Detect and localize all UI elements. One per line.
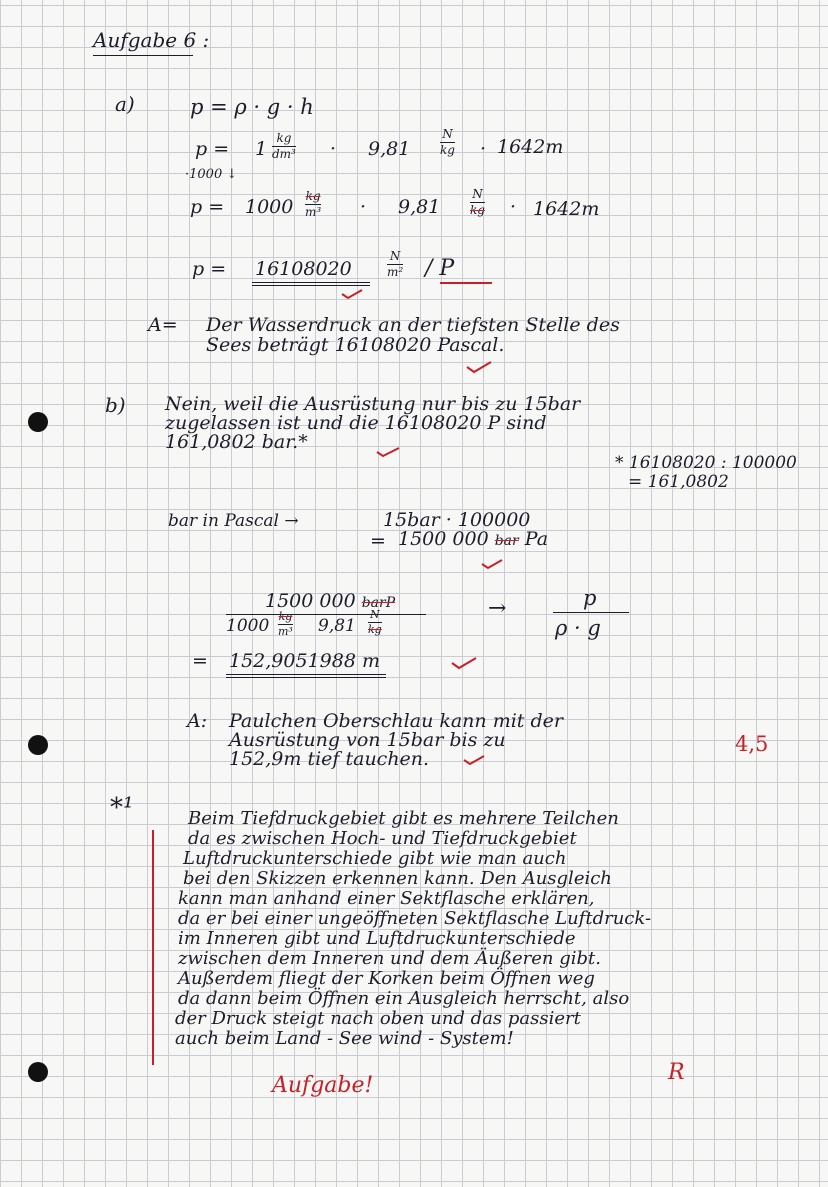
calc-den-g: 9,81 — [318, 616, 356, 636]
extra-line: Beim Tiefdruckgebiet gibt es mehrere Teilchen — [188, 808, 619, 829]
calc-result-underline — [226, 677, 386, 678]
part-b-line3: 161,0802 bar.* — [165, 431, 308, 453]
arrow: → — [488, 596, 507, 621]
title-underline — [93, 55, 193, 56]
conversion-line1: 15bar · 100000 — [383, 509, 531, 531]
binder-hole — [28, 735, 48, 755]
part-a-label: a) — [115, 92, 135, 116]
rearranged-numerator: p — [583, 586, 597, 610]
part-b-line2: zugelassen ist und die 16108020 P sind — [165, 412, 547, 434]
correct-check-mark — [480, 558, 504, 570]
grade-score: 4,5 — [735, 732, 769, 756]
answer-a-line2: Sees beträgt 16108020 Pascal. — [206, 334, 505, 356]
unit-denominator: m² — [387, 264, 404, 279]
multiply-dot: · — [510, 196, 517, 218]
line2-rho: 1 — [255, 138, 268, 160]
extra-line: kann man anhand einer Sektflasche erklären, — [178, 888, 595, 909]
line3-density-unit — [305, 190, 321, 218]
correct-check-mark — [375, 446, 401, 458]
footnote-line2: = 161,0802 — [628, 472, 729, 492]
unit-numerator: N — [472, 187, 483, 201]
binder-hole — [28, 412, 48, 432]
unit-numerator: N — [442, 127, 453, 141]
footnote-line1: * 16108020 : 100000 — [615, 453, 797, 473]
extra-line: da es zwischen Hoch- und Tiefdruckgebiet — [188, 828, 577, 849]
result-p: p = — [192, 258, 227, 280]
result-double-underline — [252, 282, 370, 283]
line3-rho: 1000 — [245, 196, 294, 218]
correct-check-mark — [462, 754, 486, 766]
unit-numerator: N — [370, 608, 380, 621]
extra-line: Luftdruckunterschiede gibt wie man auch — [183, 848, 567, 869]
line3-p: p = — [190, 196, 225, 218]
numerator-value: 1500 000 — [265, 590, 356, 612]
multiply-dot: · — [480, 138, 487, 160]
part-b-label: b) — [105, 393, 126, 417]
extra-line: der Druck steigt nach oben und das passiert — [175, 1008, 581, 1029]
line2-h: 1642m — [497, 136, 564, 158]
teacher-mark: R — [668, 1060, 685, 1085]
calc-eq: = — [192, 650, 208, 672]
answer-b-label: A: — [187, 710, 208, 732]
answer-b-line1: Paulchen Oberschlau kann mit der — [229, 710, 563, 732]
correct-check-mark — [340, 288, 364, 300]
calc-result: 152,9051988 m — [229, 650, 380, 672]
page-title: Aufgabe 6 : — [93, 28, 210, 52]
correct-check-mark — [465, 360, 493, 374]
extra-line: da er bei einer ungeöffneten Sektflasche Luftdruck- — [178, 908, 652, 929]
unit-numerator: kg — [278, 610, 293, 623]
struck-unit: bar — [494, 533, 519, 549]
line3-g: 9,81 — [398, 196, 441, 218]
correct-check-mark — [450, 656, 478, 670]
conversion-unit: Pa — [524, 528, 549, 550]
calc-fraction-bar — [226, 614, 426, 615]
unit-denominator: dm³ — [272, 146, 296, 161]
calc-den-g-unit — [368, 609, 382, 635]
formula: p = ρ · g · h — [190, 95, 314, 119]
result-unit-alt: / P — [425, 256, 455, 281]
unit-denominator: m³ — [278, 624, 293, 638]
conversion-eq: = — [370, 530, 386, 552]
line2-g-unit — [440, 128, 455, 156]
answer-a-line1: Der Wasserdruck an der tiefsten Stelle des — [206, 314, 620, 336]
calc-den-density-unit — [278, 611, 293, 637]
rearranged-denominator: ρ · g — [555, 616, 601, 640]
answer-b-line2: Ausrüstung von 15bar bis zu — [229, 729, 506, 751]
line2-g: 9,81 — [368, 138, 411, 160]
result-value: 16108020 — [255, 258, 352, 280]
multiply-dot: · — [360, 196, 367, 218]
unit-denominator: kg — [368, 622, 382, 636]
extra-line: auch beim Land - See wind - System! — [175, 1028, 514, 1049]
unit-denominator: m³ — [305, 204, 322, 219]
extra-line: bei den Skizzen erkennen kann. Den Ausgleich — [183, 868, 612, 889]
multiply-dot: · — [330, 138, 337, 160]
calc-result-underline — [226, 674, 386, 675]
binder-hole — [28, 1062, 48, 1082]
answer-a-label: A= — [148, 314, 178, 336]
rearranged-fraction-bar — [553, 612, 629, 613]
conversion-number: 1500 000 — [398, 528, 489, 550]
line2-density-unit — [272, 132, 296, 160]
extra-line: zwischen dem Inneren und dem Äußeren gibt. — [178, 948, 601, 969]
result-double-underline — [252, 285, 370, 286]
unit-numerator: N — [389, 249, 401, 263]
extra-line: Außerdem fliegt der Korken beim Öffnen weg — [178, 968, 595, 989]
red-underline — [440, 282, 492, 284]
part-b-line1: Nein, weil die Ausrüstung nur bis zu 15bar — [165, 393, 581, 415]
extra-marker: *¹ — [110, 793, 134, 823]
result-unit — [387, 250, 403, 278]
line3-h: 1642m — [533, 198, 600, 220]
extra-line: da dann beim Öffnen ein Ausgleich herrscht, also — [178, 988, 630, 1009]
unit-denominator: kg — [440, 142, 455, 157]
unit-denominator: kg — [470, 202, 485, 217]
conversion-note: ·1000 ↓ — [185, 167, 238, 182]
extra-line: im Inneren gibt und Luftdruckunterschiede — [178, 928, 576, 949]
teacher-note: Aufgabe! — [272, 1073, 374, 1098]
red-margin-bracket — [152, 830, 154, 1065]
unit-numerator: kg — [276, 131, 292, 145]
line2-p: p = — [195, 138, 230, 160]
calc-den-rho: 1000 — [226, 616, 270, 636]
line3-g-unit — [470, 188, 485, 216]
unit-numerator: kg — [305, 189, 321, 203]
struck-unit: barP — [361, 595, 396, 611]
answer-b-line3: 152,9m tief tauchen. — [229, 748, 430, 770]
conversion-value — [398, 530, 548, 549]
conversion-label: bar in Pascal → — [168, 511, 299, 531]
